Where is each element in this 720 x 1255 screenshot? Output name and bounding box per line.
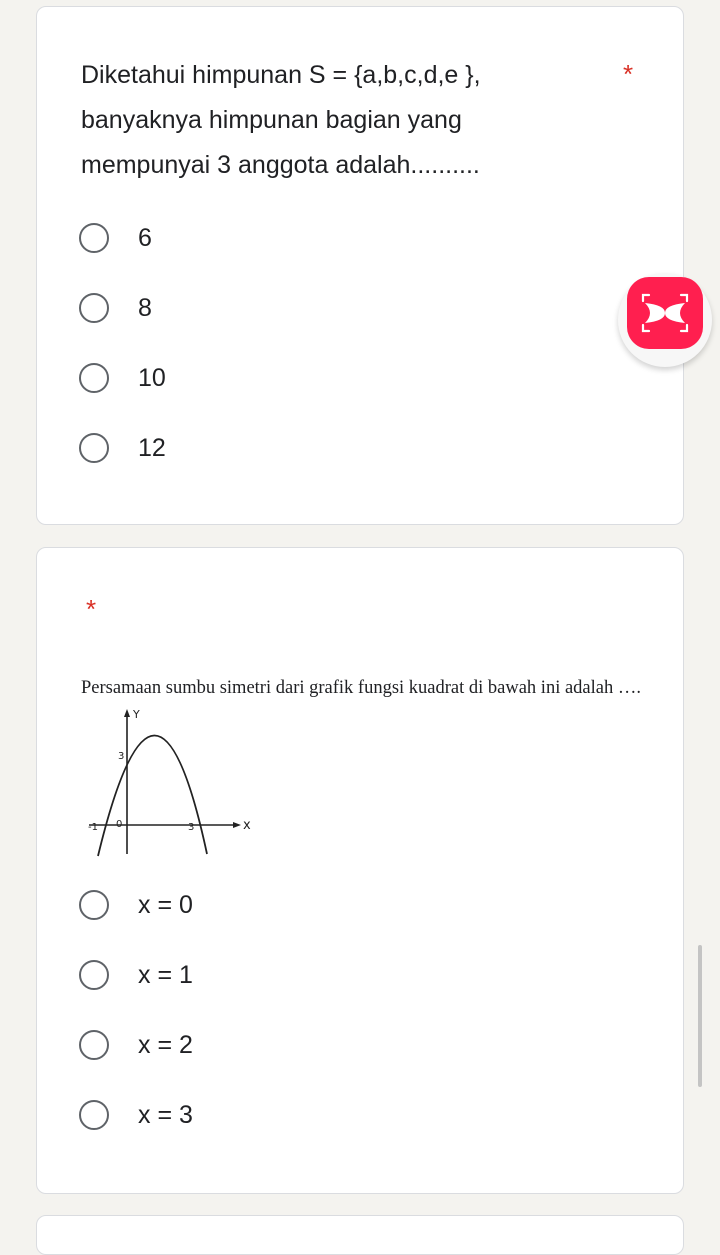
floating-app-button[interactable]	[618, 273, 712, 367]
tick-label-origin: 0	[116, 819, 123, 830]
question-1-option-3[interactable]	[79, 358, 479, 398]
question-card-1	[36, 6, 684, 525]
x-axis-arrow	[233, 822, 241, 828]
option-label: 12	[138, 433, 166, 462]
question-1-line-3: mempunyai 3 anggota adalah..........	[81, 151, 480, 179]
option-label: 8	[138, 293, 152, 322]
tick-label-neg-1: -1	[88, 822, 98, 833]
tick-label-x-3: 3	[188, 822, 195, 833]
required-asterisk: *	[86, 594, 97, 624]
parabola-curve	[98, 735, 207, 856]
question-1-option-2[interactable]	[79, 288, 479, 328]
y-axis-label: Y	[133, 708, 140, 721]
x-axis-label: x	[243, 818, 251, 833]
question-1-option-4[interactable]	[79, 428, 479, 468]
question-card-2	[36, 547, 684, 1194]
question-2-text: Persamaan sumbu simetri dari grafik fungsi kuadrat di bawah ini adalah ….	[81, 678, 641, 698]
radio-button[interactable]	[79, 433, 109, 463]
question-1-text	[81, 53, 601, 188]
question-2-option-2[interactable]	[79, 955, 479, 995]
radio-button[interactable]	[79, 293, 109, 323]
question-1-line-1: Diketahui himpunan S = {a,b,c,d,e },	[81, 61, 481, 89]
radio-button[interactable]	[79, 223, 109, 253]
radio-button[interactable]	[79, 1030, 109, 1060]
radio-button[interactable]	[79, 960, 109, 990]
question-2-option-1[interactable]	[79, 885, 479, 925]
option-label: x = 2	[138, 1030, 193, 1059]
required-asterisk: *	[623, 59, 634, 89]
question-2-option-4[interactable]	[79, 1095, 479, 1135]
vertical-scrollbar[interactable]	[698, 945, 702, 1087]
x-logo-icon	[627, 277, 703, 349]
option-label: x = 3	[138, 1100, 193, 1129]
radio-button[interactable]	[79, 890, 109, 920]
floating-app-icon	[627, 277, 703, 349]
option-label: x = 0	[138, 890, 193, 919]
tick-label-y-3: 3	[118, 751, 125, 762]
option-label: x = 1	[138, 960, 193, 989]
question-1-option-1[interactable]	[79, 218, 479, 258]
y-axis-arrow	[124, 709, 130, 717]
question-card-3	[36, 1215, 684, 1255]
question-1-line-2: banyaknya himpunan bagian yang	[81, 106, 462, 134]
option-label: 6	[138, 223, 152, 252]
radio-button[interactable]	[79, 363, 109, 393]
parabola-graph-image	[85, 706, 255, 861]
option-label: 10	[138, 363, 166, 392]
question-2-option-3[interactable]	[79, 1025, 479, 1065]
radio-button[interactable]	[79, 1100, 109, 1130]
